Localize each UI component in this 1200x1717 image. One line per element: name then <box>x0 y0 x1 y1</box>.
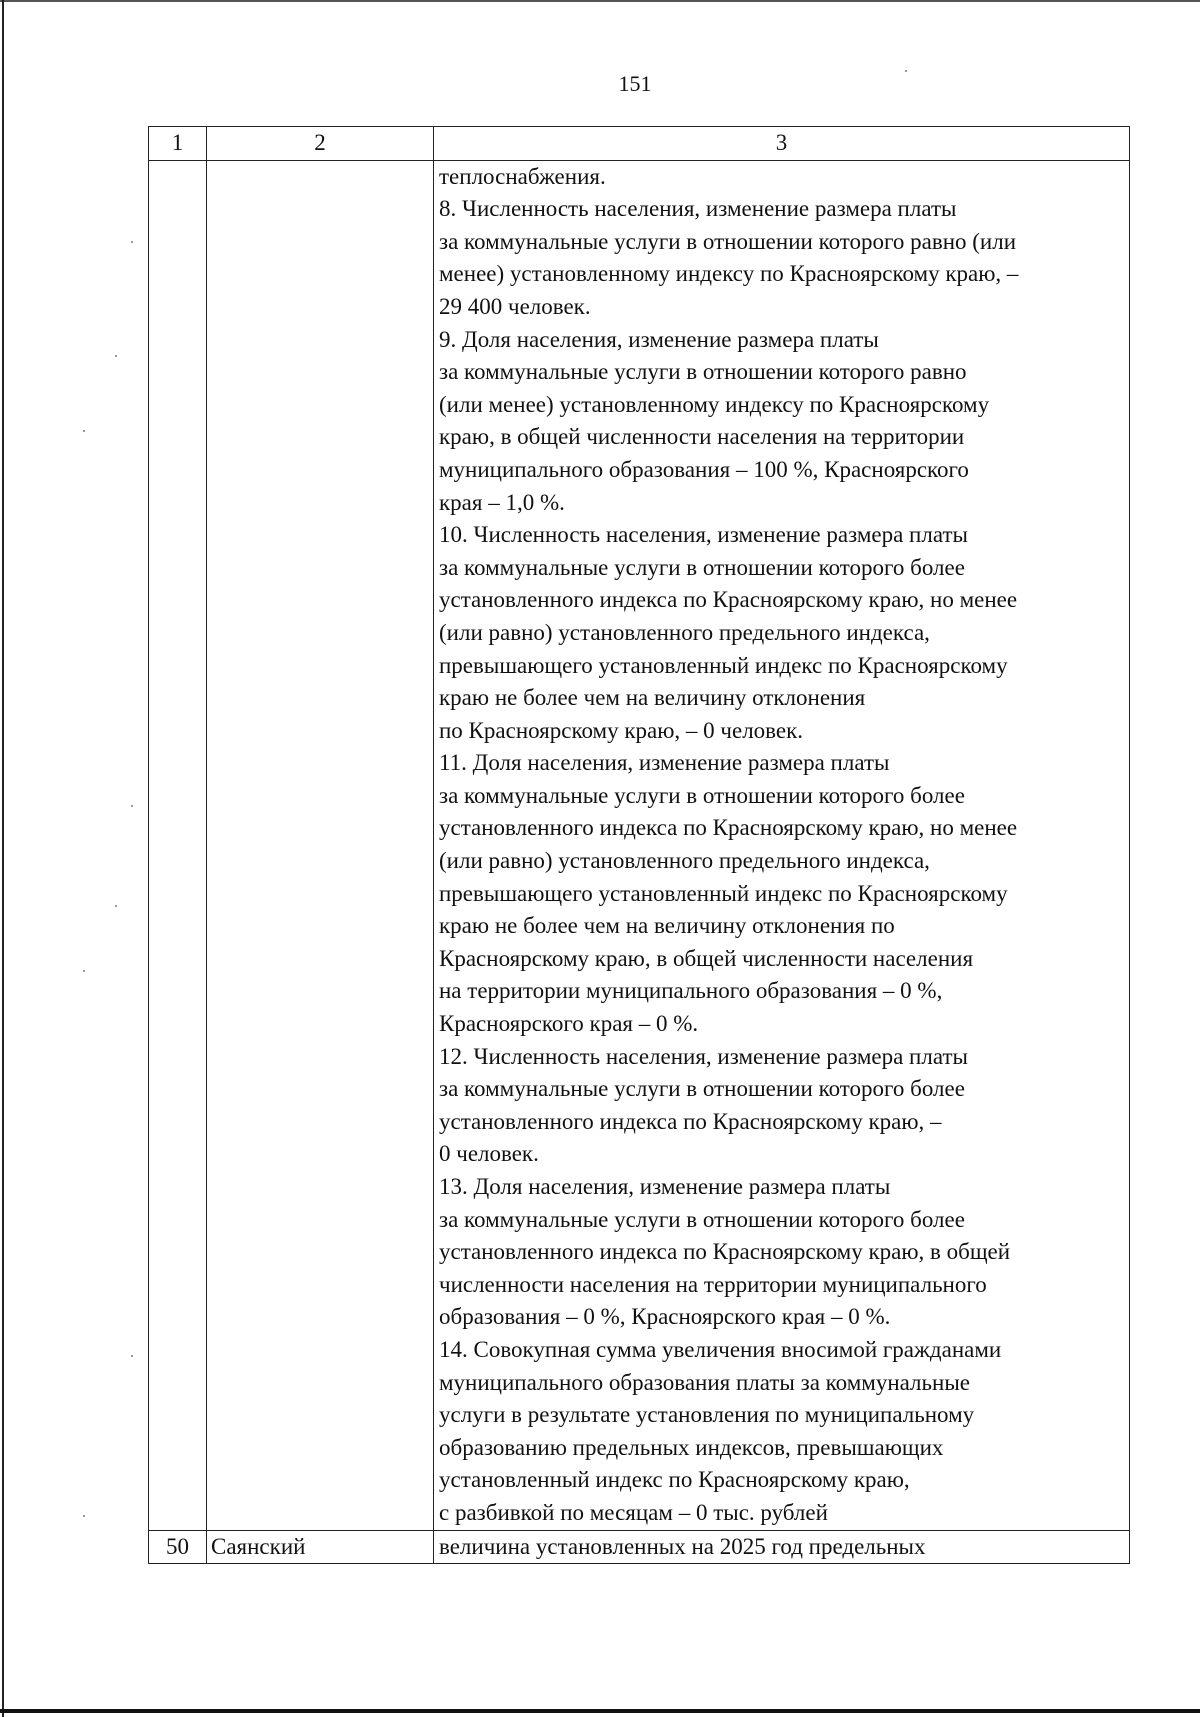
text-line: (или равно) установленного предельного индекса, <box>439 619 930 645</box>
text-line: с разбивкой по месяцам – 0 тыс. рублей <box>439 1499 828 1525</box>
text-line: образования – 0 %, Красноярского края – 0 %. <box>439 1304 891 1330</box>
text-line: 12. Численность населения, изменение размера платы <box>439 1043 968 1069</box>
text-line: 9. Доля населения, изменение размера платы <box>439 326 879 352</box>
text-line: превышающего установленный индекс по Красноярскому <box>439 652 1008 678</box>
scan-speck <box>131 1355 133 1357</box>
text-line: услуги в результате установления по муниципальному <box>439 1402 975 1428</box>
row-number-cell <box>149 160 207 1530</box>
indicators-text-cell: величина установленных на 2025 год предельных <box>434 1530 1130 1564</box>
municipality-cell: Саянский <box>207 1530 434 1564</box>
municipality-cell <box>207 160 434 1530</box>
table-row-50 <box>149 1530 1130 1564</box>
header-cell-2: 2 <box>207 127 434 161</box>
text-line: за коммунальные услуги в отношении которого более <box>439 554 965 580</box>
text-line: краю, в общей численности населения на территории <box>439 424 965 450</box>
text-line: по Красноярскому краю, – 0 человек. <box>439 717 804 743</box>
text-line: муниципального образования – 100 %, Красноярского <box>439 456 969 482</box>
scan-speck <box>905 70 907 72</box>
scan-speck <box>83 1515 85 1517</box>
text-line: установленного индекса по Красноярскому краю, в общей <box>439 1239 1011 1265</box>
scan-speck <box>115 905 117 907</box>
scan-edge-left <box>2 0 4 1717</box>
text-line: установленный индекс по Красноярскому краю, <box>439 1467 910 1493</box>
text-line: края – 1,0 %. <box>439 489 565 515</box>
scan-speck <box>131 241 133 243</box>
text-line: 0 человек. <box>439 1141 539 1167</box>
text-line: 29 400 человек. <box>439 293 591 319</box>
text-line: за коммунальные услуги в отношении которого более <box>439 1076 965 1102</box>
text-line: менее) установленному индексу по Красноярскому краю, – <box>439 261 1019 287</box>
text-line: на территории муниципального образования – 0 %, <box>439 978 943 1004</box>
page-number: 151 <box>618 71 652 96</box>
text-line: муниципального образования платы за коммунальные <box>439 1369 970 1395</box>
scan-edge-top <box>0 0 1200 2</box>
text-line: за коммунальные услуги в отношении которого равно <box>439 359 967 385</box>
text-line: за коммунальные услуги в отношении которого более <box>439 1206 965 1232</box>
scan-speck <box>115 355 117 357</box>
text-line: численности населения на территории муниципального <box>439 1271 987 1297</box>
scan-speck <box>83 970 85 972</box>
text-line: установленного индекса по Красноярскому краю, – <box>439 1108 942 1134</box>
indicators-table <box>148 126 1130 1564</box>
text-line: краю не более чем на величину отклонения по <box>439 913 895 939</box>
text-line: за коммунальные услуги в отношении которого более <box>439 782 965 808</box>
scan-speck <box>131 805 133 807</box>
text-line: краю не более чем на величину отклонения <box>439 685 866 711</box>
text-line: превышающего установленный индекс по Красноярскому <box>439 880 1008 906</box>
text-line: 13. Доля населения, изменение размера платы <box>439 1174 891 1199</box>
text-line: 14. Совокупная сумма увеличения вносимой гражданами <box>439 1336 1002 1362</box>
table-header-row <box>149 127 1130 161</box>
text-line: установленного индекса по Красноярскому краю, но менее <box>439 587 1018 613</box>
text-line: (или менее) установленному индексу по Красноярскому <box>439 391 990 417</box>
text-line: образованию предельных индексов, превышающих <box>439 1434 944 1460</box>
table-row-continued <box>149 160 1130 1530</box>
text-line: Красноярскому краю, в общей численности населения <box>439 945 974 971</box>
header-cell-3: 3 <box>434 127 1130 161</box>
scan-edge-bottom <box>0 1709 1200 1713</box>
text-line: установленного индекса по Красноярскому краю, но менее <box>439 815 1018 841</box>
header-cell-1: 1 <box>149 127 207 161</box>
row-number-cell: 50 <box>149 1530 207 1564</box>
text-line: за коммунальные услуги в отношении которого равно (или <box>439 228 1017 254</box>
text-line: 11. Доля населения, изменение размера платы <box>439 750 890 776</box>
indicators-text-cell <box>434 160 1130 1530</box>
scan-speck <box>83 430 85 432</box>
text-line: 10. Численность населения, изменение размера платы <box>439 522 968 548</box>
text-line: теплоснабжения. <box>439 163 606 189</box>
text-line: (или равно) установленного предельного индекса, <box>439 848 930 874</box>
text-line: 8. Численность населения, изменение размера платы <box>439 196 957 222</box>
text-line: Красноярского края – 0 %. <box>439 1011 699 1037</box>
